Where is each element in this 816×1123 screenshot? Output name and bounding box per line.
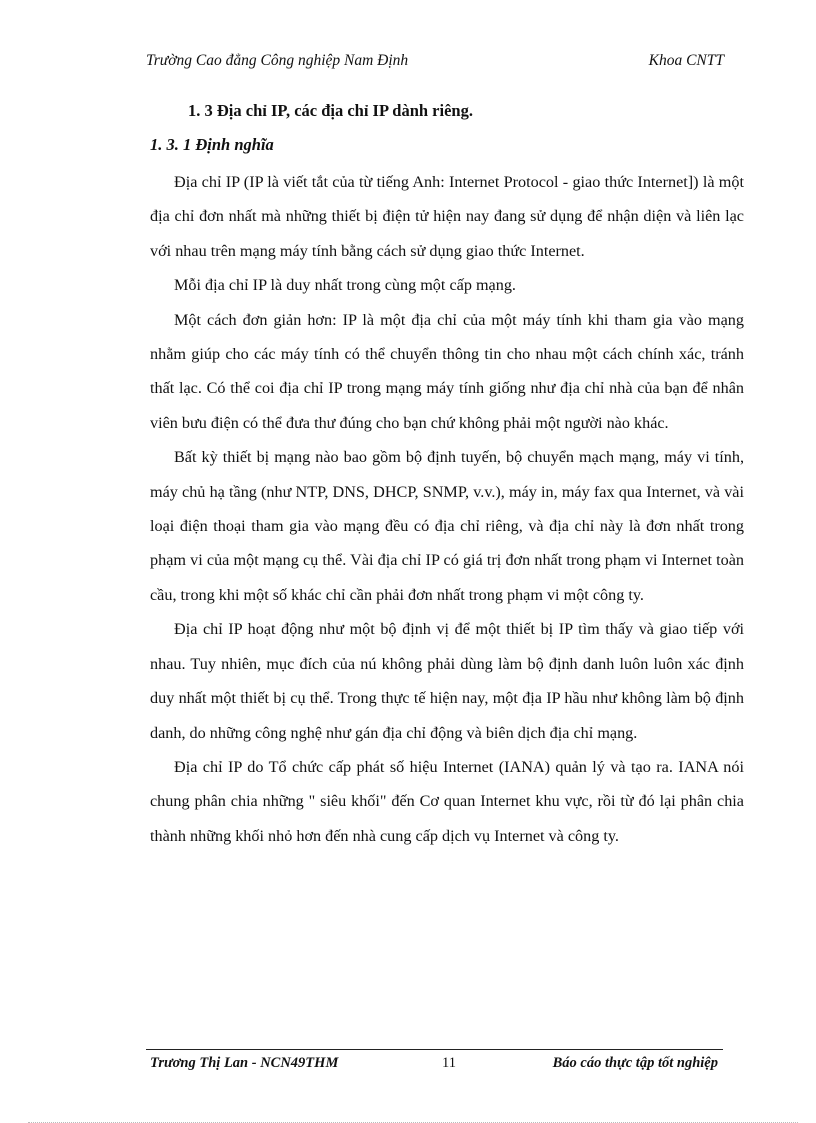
paragraph: Một cách đơn giản hơn: IP là một địa chỉ của một máy tính khi tham gia vào mạng nhằm giúp cho các máy tính có thể chuyển thông tin cho nhau một cách chính xác, tránh thất lạc. Có thể coi địa chỉ IP trong mạng máy tính giống như địa chỉ nhà của bạn để nhân viên bưu điện có thể đưa thư đúng cho bạn chứ không phải một người nào khác. <box>150 310 744 432</box>
paragraph: Mỗi địa chỉ IP là duy nhất trong cùng một cấp mạng. <box>174 276 516 295</box>
paragraph: Địa chỉ IP (IP là viết tắt của từ tiếng Anh: Internet Protocol - giao thức Internet]) là một địa chỉ đơn nhất mà những thiết bị điện tử hiện nay đang sử dụng để nhận diện và liên lạc với nhau trên mạng máy tính bằng cách sử dụng giao thức Internet. <box>150 173 744 260</box>
section-title: 1. 3 Địa chỉ IP, các địa chỉ IP dành riêng. <box>188 101 473 120</box>
page-footer <box>150 1055 718 1077</box>
paragraph: Bất kỳ thiết bị mạng nào bao gồm bộ định tuyến, bộ chuyển mạch mạng, máy vi tính, máy chủ hạ tầng (như NTP, DNS, DHCP, SNMP, v.v.), máy in, máy fax qua Internet, và vài loại điện thoại tham gia vào mạng đều có địa chỉ riêng, và địa chỉ này là đơn nhất trong phạm vi của một mạng cụ thể. Vài địa chỉ IP có giá trị đơn nhất trong phạm vi Internet toàn cầu, trong khi một số khác chỉ cần phải đơn nhất trong phạm vi một công ty. <box>150 448 744 604</box>
body-text <box>150 165 744 853</box>
footer-report-title: Báo cáo thực tập tốt nghiệp <box>552 1055 718 1071</box>
footer-author: Trương Thị Lan - NCN49THM <box>150 1055 339 1071</box>
page-header <box>146 52 724 74</box>
subsection-title: 1. 3. 1 Định nghĩa <box>150 135 274 154</box>
footer-divider <box>146 1049 723 1050</box>
header-school-name: Trường Cao đẳng Công nghiệp Nam Định <box>146 52 409 69</box>
footer-page-number: 11 <box>442 1055 456 1071</box>
paragraph: Địa chỉ IP hoạt động như một bộ định vị để một thiết bị IP tìm thấy và giao tiếp với nhau. Tuy nhiên, mục đích của nú không phải dùng làm bộ định danh luôn luôn xác định duy nhất một thiết bị cụ thể. Trong thực tế hiện nay, một địa IP hầu như không làm bộ định danh, do những công nghệ như gán địa chỉ động và biên dịch địa chỉ mạng. <box>150 620 744 742</box>
header-department: Khoa CNTT <box>648 52 724 69</box>
paragraph: Địa chỉ IP do Tổ chức cấp phát số hiệu Internet (IANA) quản lý và tạo ra. IANA nói chung phân chia những " siêu khối" đến Cơ quan Internet khu vực, rồi từ đó lại phân chia thành những khối nhỏ hơn đến nhà cung cấp dịch vụ Internet và công ty. <box>150 757 744 845</box>
